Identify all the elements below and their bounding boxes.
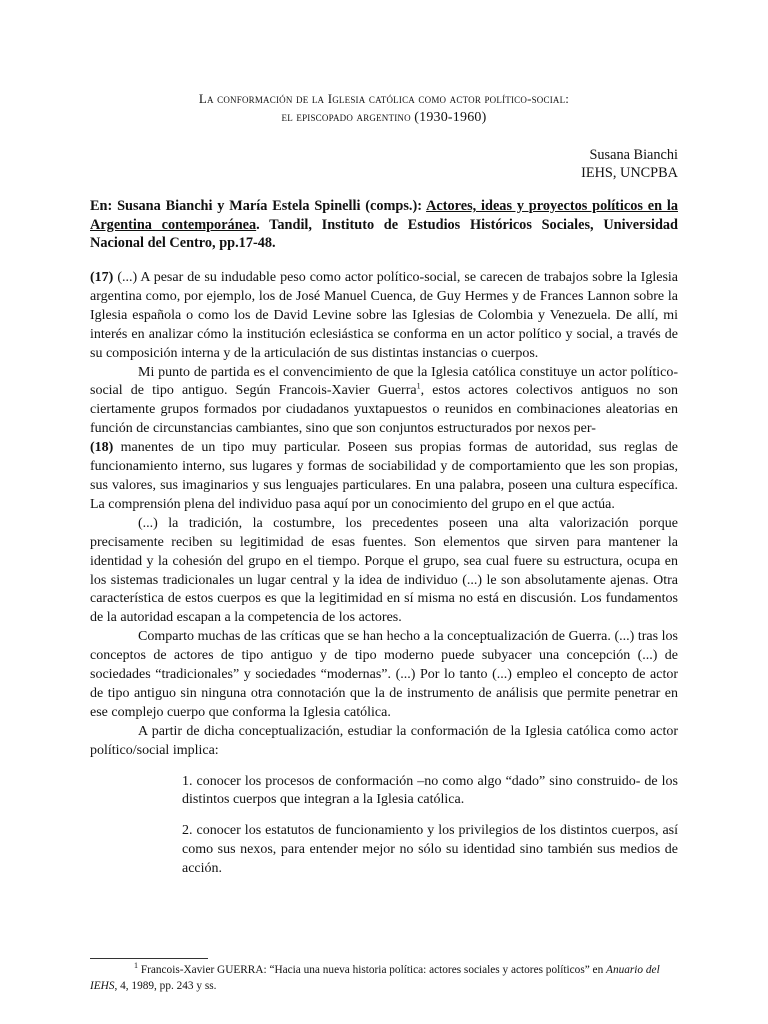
source-citation [90, 197, 678, 253]
source-rest: . Tandil, Instituto de Estudios Históricos Sociales, Universidad Nacional del Centro, pp.17-48. [90, 216, 678, 251]
body-text [90, 269, 678, 879]
title-subtitle: el episcopado argentino [281, 109, 411, 124]
footnote-text: Francois-Xavier GUERRA: “Hacia una nueva historia política: actores sociales y actores políticos” en [138, 964, 607, 976]
paragraph-6: A partir de dicha conceptualización, estudiar la conformación de la Iglesia católica como actor político/social implica: [90, 723, 678, 758]
paragraph-2 [90, 364, 678, 440]
spacer [90, 761, 678, 773]
paragraph-4: (...) la tradición, la costumbre, los precedentes poseen una alta valorización porque precisamente reciben su legitimidad de esas fuentes. Son elementos que sirven para mantener la identidad y la cohesión del grupo en el tiempo. Porque el grupo, sea cual fuere su estructura, ocupa en los sistemas tradicionales un lugar central y la idea de individuo (...) le son absolutamente ajenas. Otra característica de estos cuerpos es que la legitimidad en sí misma no está en discusión. Los fundamentos de la autoridad escapan a la competencia de los actores. [90, 515, 678, 626]
paragraph-5: Comparto muchas de las críticas que se han hecho a la conceptualización de Guerra. (...) tras los conceptos de actores de tipo antiguo y de tipo moderno puede subyacer una concepción (...) de sociedades “tradicionales” y sociedades “modernas”. (...) Por lo tanto (...) empleo el concepto de actor de tipo antiguo sin ninguna otra connotación que la de instrumento de análisis que permite penetrar en ese complejo cuerpo que conforma la Iglesia católica. [90, 629, 678, 720]
list-item-1: 1. conocer los procesos de conformación –no como algo “dado” sino construido- de los distintos cuerpos que integran a la Iglesia católica. [182, 773, 678, 808]
author-affiliation: IEHS, UNCPBA [581, 165, 678, 181]
page-marker-17: (17) [90, 270, 114, 285]
footnote-tail: , 4, 1989, pp. 243 y ss. [114, 979, 217, 992]
footnote-divider [90, 958, 208, 959]
paragraph-3-text: manentes de un tipo muy particular. Poseen sus propias formas de autoridad, sus reglas de funcionamiento interno, sus lugares y formas de sociabilidad y de comportamiento que les son propias, sus valores, sus imaginarios y sus lenguajes particulares. En una palabra, poseen una cultura específica. La comprensión plena del individuo pasa aquí por un conocimiento del grupo en el que actúa. [90, 440, 678, 512]
paragraph-2-text-a: Mi punto de partida es el convencimiento de que la Iglesia católica constituye un actor político-social de tipo antiguo. Según Francois-Xavier Guerra [90, 364, 678, 399]
author-name: Susana Bianchi [589, 147, 678, 163]
document-title [90, 90, 678, 127]
title-line-2 [90, 108, 678, 127]
source-prefix: En: Susana Bianchi y María Estela Spinelli (comps.): [90, 198, 427, 214]
title-line-1: La conformación de la Iglesia católica como actor político-social: [198, 91, 570, 106]
paragraph-1 [90, 269, 678, 364]
page-marker-18: (18) [90, 440, 114, 456]
source-book-title: Actores, ideas y proyectos políticos en la Argentina contemporánea [90, 198, 679, 233]
paragraph-2-text-b: , estos actores colectivos antiguos no son ciertamente grupos formados por ciudadanos yuxtapuestos o reunidos en combinaciones aleatorias en función de circunstancias cambiantes, sino que son conjuntos estructurados por nexos per- [90, 383, 678, 437]
author-block [581, 146, 678, 182]
paragraph-3 [90, 439, 678, 515]
footnote-number: 1 [134, 961, 138, 971]
paragraph-1-text: (...) A pesar de su indudable peso como actor político-social, se carecen de trabajos sobre la Iglesia argentina como, por ejemplo, los de José Manuel Cuenca, de Guy Hermes y de Frances Lannon sobre la Iglesia española o como los de David Levine sobre las Iglesias de Colombia y Venezuela. De allí, mi interés en analizar cómo la institución eclesiástica se conforma en un actor político y social, a través de su composición interna y de la articulación de sus distintas instancias o cuerpos. [90, 270, 678, 361]
footnote-journal: Anuario del IEHS [90, 964, 660, 992]
footnote [90, 963, 678, 994]
list-item-2: 2. conocer los estatutos de funcionamiento y los privilegios de los distintos cuerpos, así como sus nexos, para entender mejor no sólo su identidad sino también sus medios de acción. [182, 823, 678, 877]
footnote-ref: 1 [416, 381, 421, 391]
title-years: (1930-1960) [414, 110, 487, 125]
spacer [90, 810, 678, 822]
